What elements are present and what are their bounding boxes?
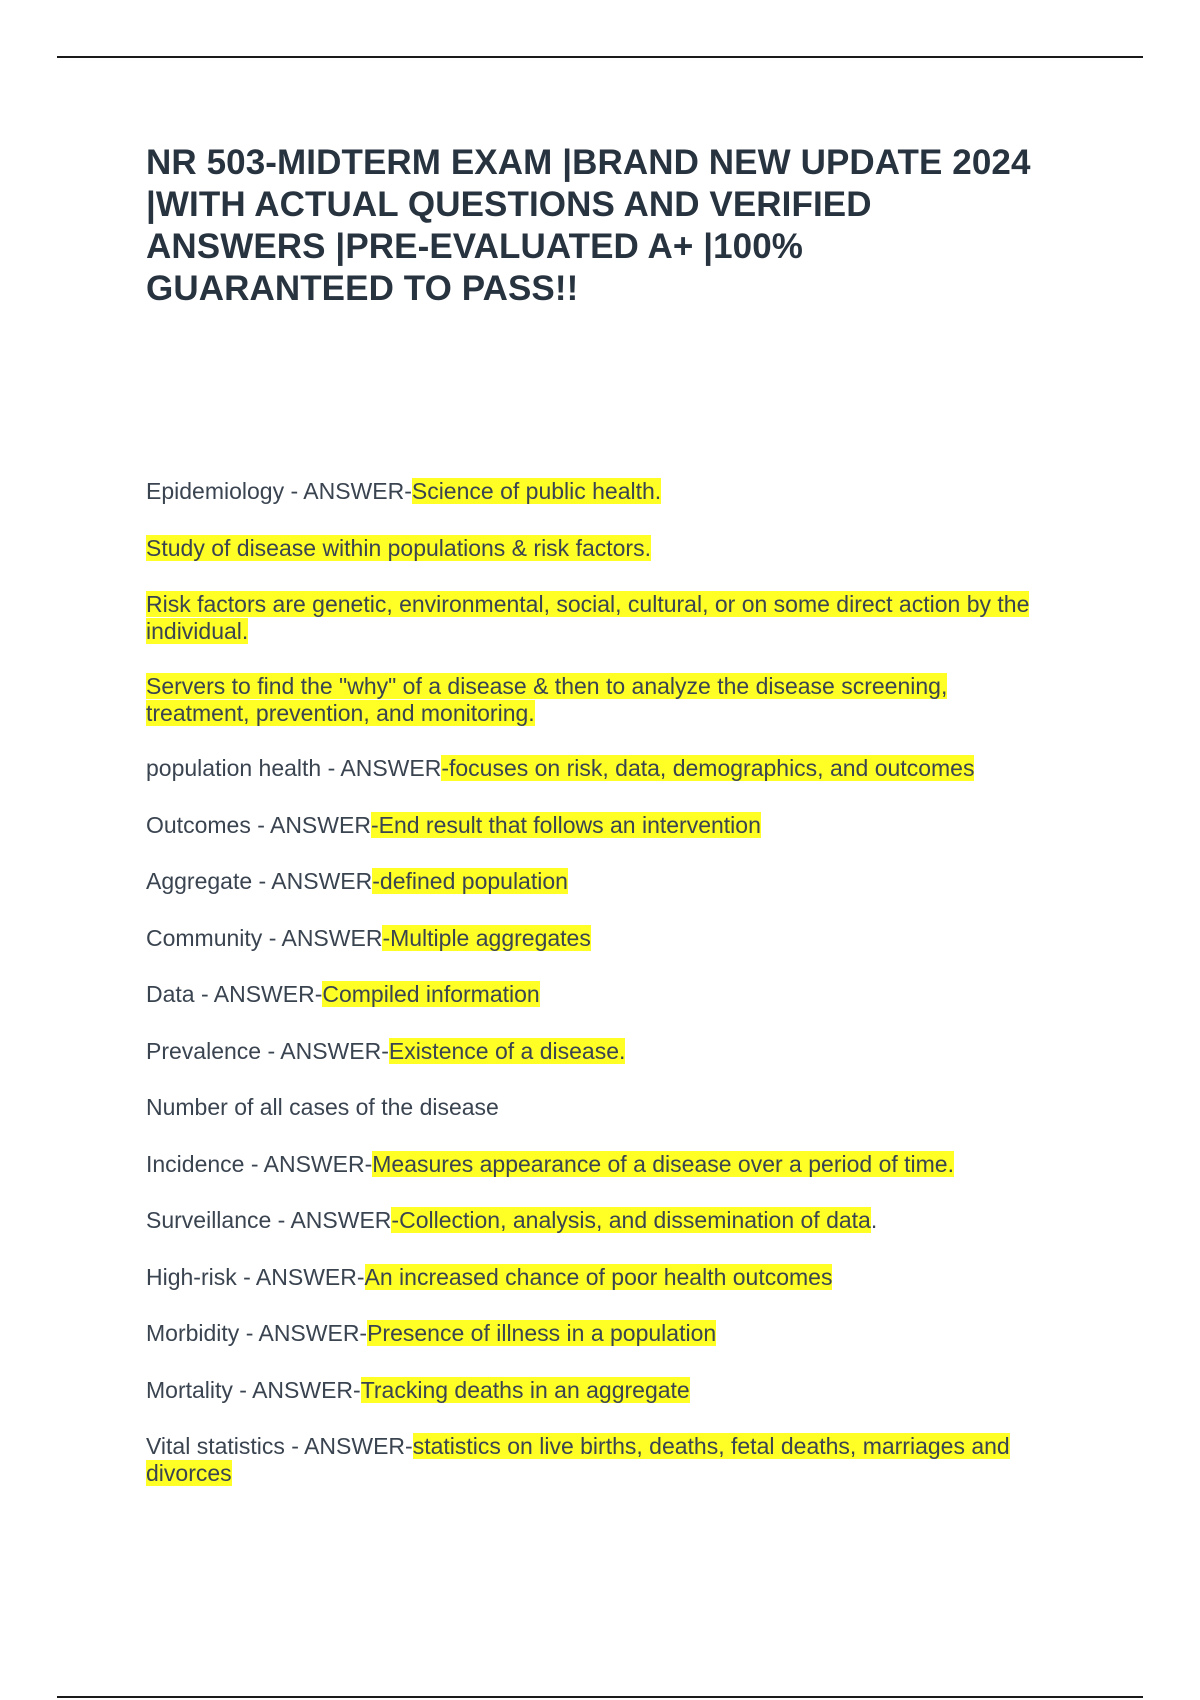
- entry-answer: Measures appearance of a disease over a period of time.: [372, 1150, 954, 1177]
- qa-entry-continuation: [146, 673, 1046, 727]
- entry-term: Aggregate - ANSWER: [146, 868, 373, 894]
- entry-answer: Servers to find the "why" of a disease & then to analyze the disease screening, treatment, prevention, and monitoring.: [146, 673, 948, 726]
- document-title: NR 503-MIDTERM EXAM |BRAND NEW UPDATE 2024 |WITH ACTUAL QUESTIONS AND VERIFIED ANSWERS |PRE-EVALUATED A+ |100% GUARANTEED TO PASS!!: [146, 143, 1031, 308]
- entry-term: Morbidity - ANSWER-: [146, 1320, 368, 1346]
- entry-term: Mortality - ANSWER-: [146, 1376, 361, 1403]
- bottom-divider: [57, 1696, 1143, 1698]
- entry-answer: -Collection, analysis, and dissemination of data: [391, 1207, 871, 1233]
- qa-entry-continuation: [146, 535, 1046, 562]
- entry-answer: Study of disease within populations & risk factors.: [146, 534, 651, 561]
- entry-answer: -focuses on risk, data, demographics, and outcomes: [441, 755, 975, 781]
- entry-answer: -End result that follows an intervention: [370, 811, 761, 838]
- entry-term: Community - ANSWER: [146, 924, 383, 951]
- entry-answer: Presence of illness in a population: [367, 1320, 717, 1346]
- qa-entry-surveillance: [146, 1207, 1046, 1234]
- entry-term: Epidemiology - ANSWER-: [146, 478, 412, 504]
- entry-term: Surveillance - ANSWER: [146, 1207, 392, 1233]
- entry-answer: Science of public health.: [411, 478, 662, 504]
- entry-answer: Tracking deaths in an aggregate: [360, 1376, 690, 1403]
- qa-entry-community: [146, 925, 1046, 952]
- entry-term: Data - ANSWER-: [146, 981, 323, 1007]
- entry-answer: -Multiple aggregates: [382, 924, 591, 951]
- qa-entry-epidemiology: [146, 478, 1046, 505]
- entry-term: Vital statistics - ANSWER-: [146, 1433, 413, 1459]
- entry-answer: Existence of a disease.: [388, 1037, 626, 1064]
- entry-answer: -defined population: [372, 868, 568, 894]
- qa-entry-mortality: [146, 1377, 1046, 1404]
- entry-term: High-risk - ANSWER-: [146, 1263, 365, 1290]
- entry-answer: An increased chance of poor health outcomes: [364, 1263, 833, 1290]
- qa-entry-high-risk: [146, 1264, 1046, 1291]
- entry-term: Prevalence - ANSWER-: [146, 1037, 389, 1064]
- entry-answer: Risk factors are genetic, environmental, social, cultural, or on some direct action by the individual.: [146, 591, 1030, 644]
- entry-trailing-period: .: [870, 1207, 878, 1233]
- qa-list: [146, 478, 1046, 1517]
- entry-answer: statistics on live births, deaths, fetal deaths, marriages and divorces: [146, 1433, 1010, 1486]
- entry-term: Number of all cases of the disease: [146, 1094, 499, 1120]
- qa-entry-aggregate: [146, 868, 1046, 895]
- qa-entry-prevalence-note: [146, 1094, 1046, 1121]
- entry-term: Incidence - ANSWER-: [146, 1150, 373, 1177]
- entry-term: Outcomes - ANSWER: [146, 811, 371, 838]
- qa-entry-population-health: [146, 755, 1046, 782]
- qa-entry-outcomes: [146, 812, 1046, 839]
- qa-entry-morbidity: [146, 1320, 1046, 1347]
- top-divider: [57, 56, 1143, 58]
- qa-entry-prevalence: [146, 1038, 1046, 1065]
- entry-answer: Compiled information: [322, 981, 540, 1007]
- qa-entry-data: [146, 981, 1046, 1008]
- qa-entry-vital-statistics: [146, 1433, 1046, 1487]
- qa-entry-continuation: [146, 591, 1046, 645]
- qa-entry-incidence: [146, 1151, 1046, 1178]
- entry-term: population health - ANSWER: [146, 755, 442, 781]
